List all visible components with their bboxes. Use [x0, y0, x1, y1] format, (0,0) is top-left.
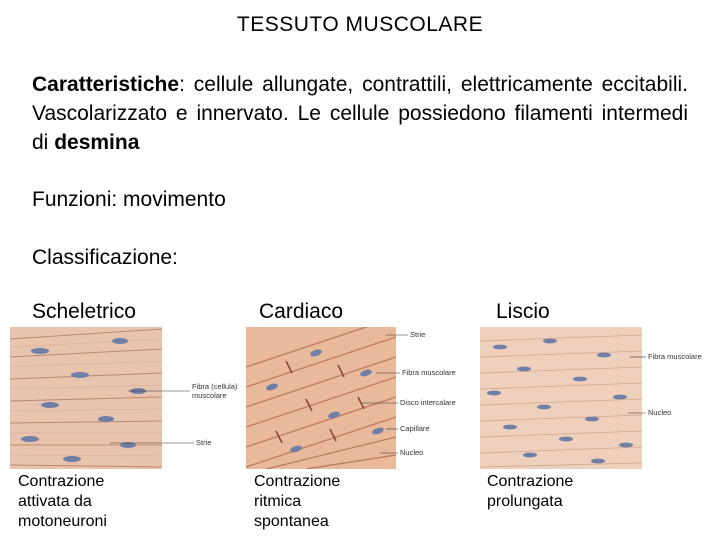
characteristics-paragraph	[32, 70, 688, 157]
heading-smooth: Liscio	[496, 300, 550, 323]
label-fiber-cardiac: Fibra muscolare	[402, 368, 456, 377]
label-nucleus-smooth: Nucleo	[648, 408, 672, 417]
characteristics-label: Caratteristiche	[32, 73, 180, 96]
caption-cardiac-line: spontanea	[254, 513, 329, 530]
label-nucleus-cardiac: Nucleo	[400, 448, 424, 457]
characteristics-text: : cellule allungate, contrattili, elettricamente eccitabili. Vascolarizzato e innervato. Le cellule possiedono filamenti intermedi di	[32, 73, 688, 154]
heading-cardiac: Cardiaco	[259, 300, 344, 323]
page-title: TESSUTO MUSCOLARE	[236, 13, 484, 36]
label-striae-skeletal: Strie	[196, 438, 212, 447]
classification-line: Classificazione:	[32, 246, 178, 269]
cardiac-muscle-image	[246, 327, 472, 469]
caption-cardiac-line: ritmica	[254, 493, 302, 510]
label-striae-cardiac: Strie	[410, 330, 426, 339]
caption-smooth	[487, 472, 573, 512]
caption-skeletal-line: attivata da	[18, 493, 92, 510]
functions-line: Funzioni: movimento	[32, 188, 226, 211]
caption-skeletal	[18, 472, 107, 532]
desmina-term: desmina	[54, 131, 140, 154]
caption-cardiac-line: Contrazione	[254, 473, 341, 490]
smooth-muscle-image	[480, 327, 710, 469]
label-fiber-skeletal: Fibra (cellula)	[192, 382, 238, 391]
caption-smooth-line: prolungata	[487, 493, 563, 510]
skeletal-muscle-image	[10, 327, 246, 469]
label-fiber-skeletal-2: muscolare	[192, 391, 227, 400]
caption-skeletal-line: motoneuroni	[18, 513, 107, 530]
label-intercalated-disc: Disco intercalare	[400, 398, 456, 407]
caption-skeletal-line: Contrazione	[18, 473, 105, 490]
heading-skeletal: Scheletrico	[32, 300, 136, 323]
label-capillary: Capillare	[400, 424, 430, 433]
caption-cardiac	[254, 472, 340, 532]
caption-smooth-line: Contrazione	[487, 473, 574, 490]
label-fiber-smooth: Fibra muscolare	[648, 352, 702, 361]
